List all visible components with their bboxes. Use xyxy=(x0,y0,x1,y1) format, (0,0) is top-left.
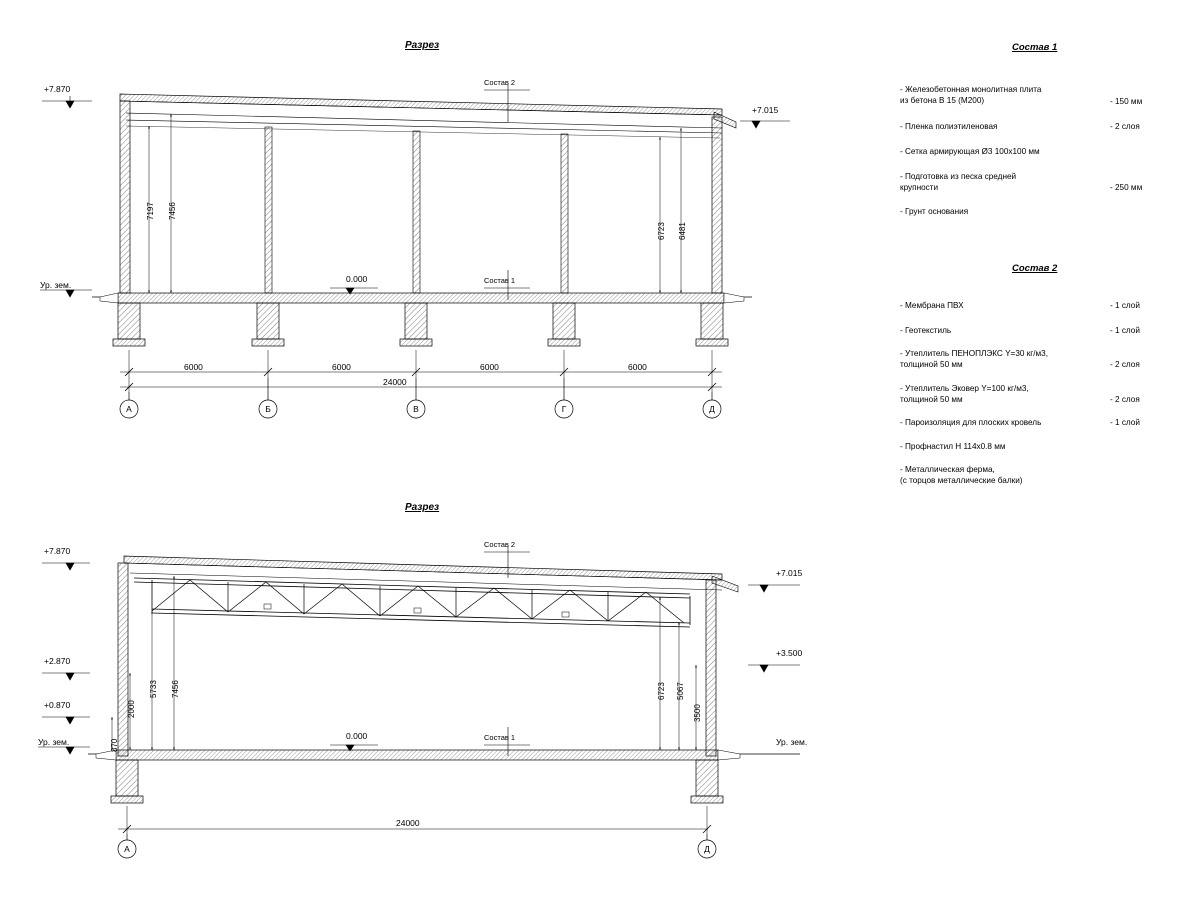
dim-vertical-top-left-2: 7456 xyxy=(168,202,177,220)
spec-2-row-0-value: - 1 слой xyxy=(1110,301,1140,310)
spec-1-row-2-text: - Сетка армирующая Ø3 100х100 мм xyxy=(900,147,1040,156)
spec-1-row-0-text: - Железобетонная монолитная плита из бетона В 15 (М200) xyxy=(900,85,1042,106)
axis-label-g-top: Г xyxy=(561,404,567,414)
spec-2-row-6-text: - Металлическая ферма, (с торцов металлические балки) xyxy=(900,465,1023,486)
dim-span-3: 6000 xyxy=(480,362,499,372)
spec-1-row-3-value: - 250 мм xyxy=(1110,183,1143,192)
spec-2-title: Состав 2 xyxy=(1012,263,1058,274)
section-bottom-geometry xyxy=(38,546,803,858)
spec-2-row-1-text: - Геотекстиль xyxy=(900,326,952,335)
tag-sostav2-bottom: Состав 2 xyxy=(484,540,516,549)
dim-vertical-bottom-right-1: 6723 xyxy=(657,682,666,700)
tag-sostav1-top: Состав 1 xyxy=(484,276,516,285)
spec-1-title: Состав 1 xyxy=(1012,42,1058,53)
dim-vertical-top-right-2: 6481 xyxy=(678,222,687,240)
dim-vertical-top-left-1: 7197 xyxy=(146,202,155,220)
axis-label-d-bottom: Д xyxy=(704,844,710,854)
zero-level-label-bottom: 0.000 xyxy=(346,731,368,741)
spec-2-row-4-value: - 1 слой xyxy=(1110,418,1140,427)
spec-2-row-0-text: - Мембрана ПВХ xyxy=(900,301,964,310)
level-mark-3500-bottom: +3.500 xyxy=(776,648,803,658)
dim-vertical-bottom-right-3: 3500 xyxy=(693,704,702,722)
section-top-title: Разрез xyxy=(405,40,440,51)
dim-vertical-bottom-left-2: 7456 xyxy=(171,680,180,698)
zero-level-label-top: 0.000 xyxy=(346,274,368,284)
level-mark-7870-bottom: +7.870 xyxy=(44,546,71,556)
dim-span-4: 6000 xyxy=(628,362,647,372)
ground-level-label-top: Ур. зем. xyxy=(40,280,72,290)
ground-level-label-bottom-right: Ур. зем. xyxy=(776,737,808,747)
section-bottom-title: Разрез xyxy=(405,502,440,513)
spec-2-row-4-text: - Пароизоляция для плоских кровель xyxy=(900,418,1042,427)
dim-span-2: 6000 xyxy=(332,362,351,372)
axis-label-b-top: Б xyxy=(265,404,271,414)
axis-label-a-top: А xyxy=(126,404,132,414)
level-mark-7015-top: +7.015 xyxy=(752,105,779,115)
dim-vertical-bottom-left-4: 870 xyxy=(110,738,119,752)
dim-vertical-bottom-left-1: 5733 xyxy=(149,680,158,698)
spec-1-row-1-value: - 2 слоя xyxy=(1110,122,1140,131)
tag-sostav2-top: Состав 2 xyxy=(484,78,516,87)
dim-vertical-bottom-left-3: 2000 xyxy=(127,700,136,718)
level-mark-7870-top: +7.870 xyxy=(44,84,71,94)
tag-sostav1-bottom: Состав 1 xyxy=(484,733,516,742)
level-mark-0870-bottom: +0.870 xyxy=(44,700,71,710)
dim-total-top: 24000 xyxy=(383,377,407,387)
spec-1-row-3-text: - Подготовка из песка средней крупности xyxy=(900,172,1017,193)
axis-label-v-top: В xyxy=(413,404,419,414)
spec-2-row-1-value: - 1 слой xyxy=(1110,326,1140,335)
spec-1-row-1-text: - Пленка полиэтиленовая xyxy=(900,122,998,131)
spec-1-row-0-value: - 150 мм xyxy=(1110,97,1143,106)
axis-label-d-top: Д xyxy=(709,404,715,414)
spec-2-row-2-value: - 2 слоя xyxy=(1110,360,1140,369)
spec-2-row-2-text: - Утеплитель ПЕНОПЛЭКС Y=30 кг/м3, толщиной 50 мм xyxy=(900,349,1049,370)
dim-vertical-top-right-1: 6723 xyxy=(657,222,666,240)
spec-2-row-5-text: - Профнастил Н 114х0.8 мм xyxy=(900,442,1006,451)
ground-level-label-bottom-left: Ур. зем. xyxy=(38,737,70,747)
section-top-geometry xyxy=(40,84,790,418)
dim-span-1: 6000 xyxy=(184,362,203,372)
dim-vertical-bottom-right-2: 5067 xyxy=(676,682,685,700)
spec-2-row-3-text: - Утеплитель Эковер Y=100 кг/м3, толщиной 50 мм xyxy=(900,384,1029,405)
level-mark-7015-bottom: +7.015 xyxy=(776,568,803,578)
level-mark-2870-bottom: +2.870 xyxy=(44,656,71,666)
spec-2-row-3-value: - 2 слоя xyxy=(1110,395,1140,404)
axis-label-a-bottom: А xyxy=(124,844,130,854)
spec-1-row-4-text: - Грунт основания xyxy=(900,207,969,216)
dim-total-bottom: 24000 xyxy=(396,818,420,828)
